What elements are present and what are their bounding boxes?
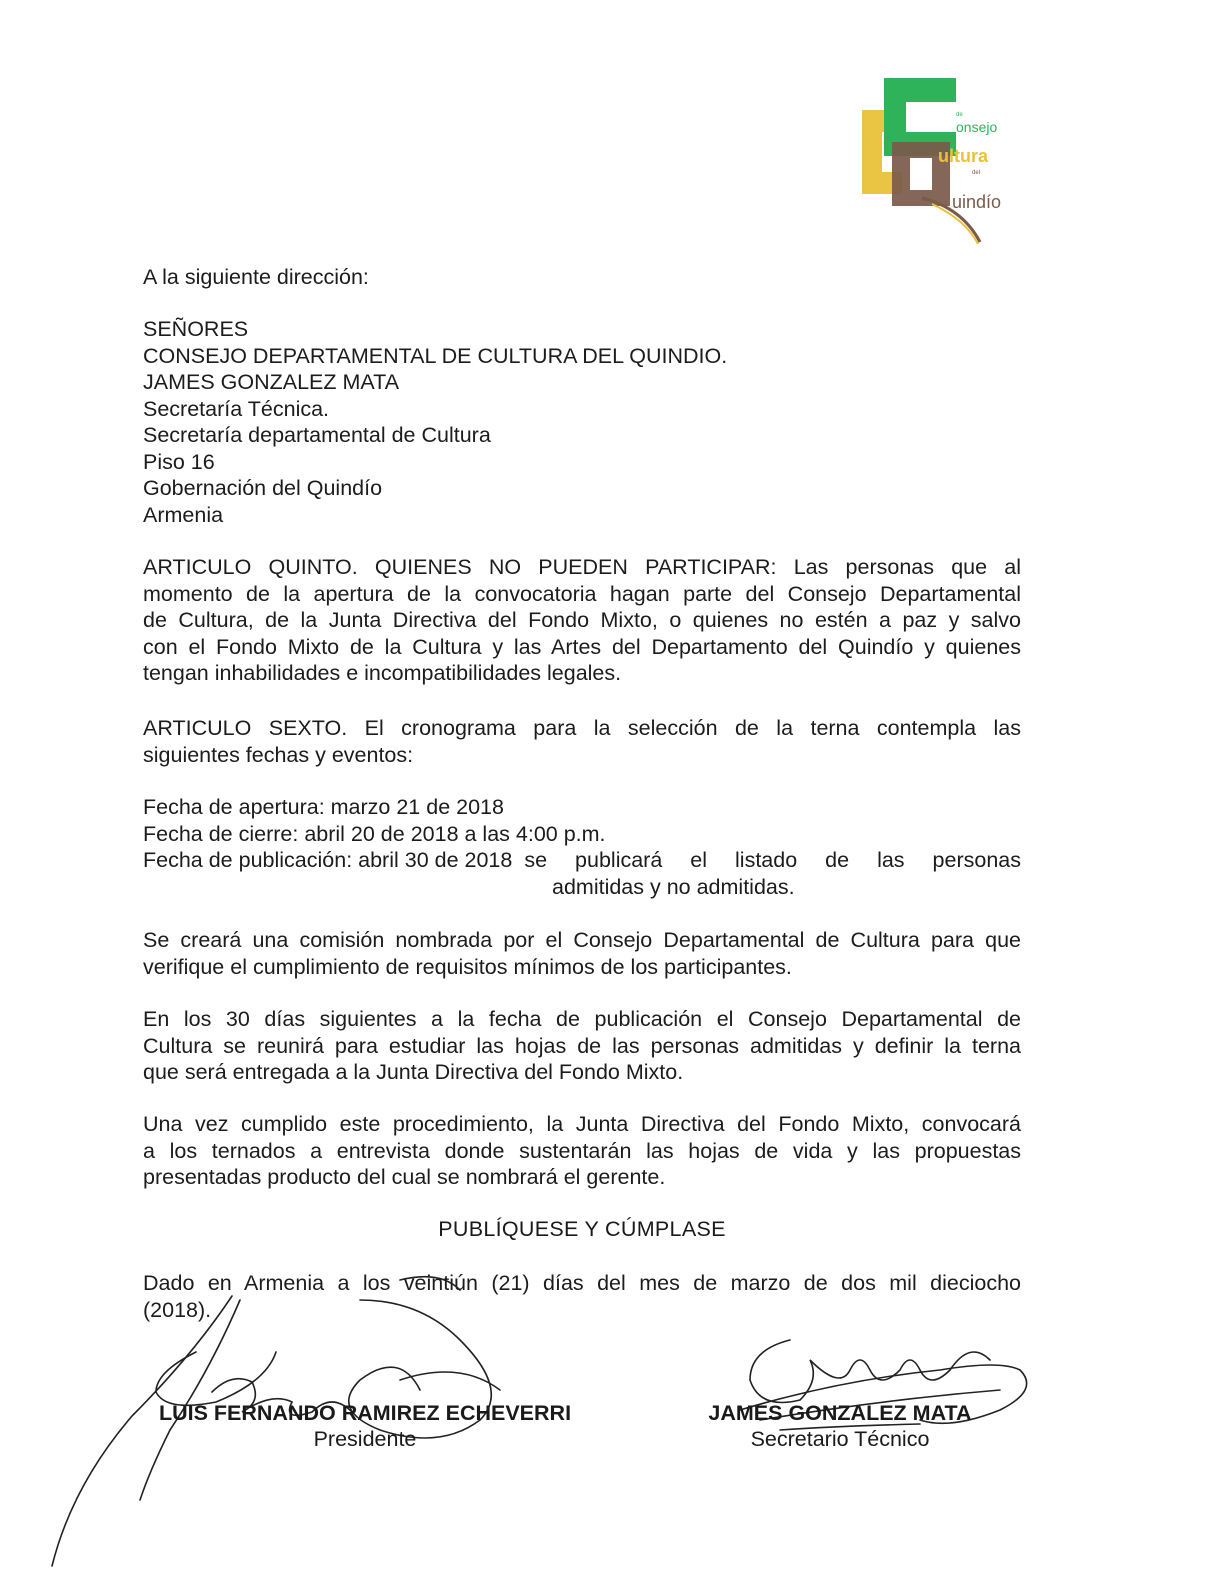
paragraph-line: de Cultura, de la Junta Directiva del Fondo Mixto, o quienes no estén a paz y salvo: [143, 608, 1021, 632]
logo-text-cultura: ultura: [938, 146, 989, 166]
paragraph-line: siguientes fechas y eventos:: [143, 742, 414, 767]
address-block: [143, 316, 1021, 528]
address-line: CONSEJO DEPARTAMENTAL DE CULTURA DEL QUINDIO.: [143, 343, 728, 368]
fecha-publicacion-continuation: admitidas y no admitidas.: [552, 874, 795, 899]
logo-graphic: [852, 70, 1042, 250]
address-line: SEÑORES: [143, 317, 249, 341]
parrafo-30-dias: [143, 1006, 1021, 1086]
fecha-publicacion-label: Fecha de publicación: abril 30 de 2018: [143, 848, 513, 872]
address-lead: [143, 264, 1021, 291]
paragraph-line: que será entregada a la Junta Directiva del Fondo Mixto.: [143, 1060, 684, 1084]
cronograma-fechas: [143, 794, 1021, 900]
address-line: Secretaría Técnica.: [143, 396, 330, 421]
dado-en-armenia: [143, 1270, 1021, 1323]
paragraph-line: presentadas producto del cual se nombrará el gerente.: [143, 1165, 666, 1189]
address-lead-text: A la siguiente dirección:: [143, 265, 369, 289]
fecha-publicacion-detail: se publicará el listado de las personas: [524, 848, 1021, 872]
firma-secretario-cargo: Secretario Técnico: [750, 1427, 930, 1451]
paragraph-line: En los 30 días siguientes a la fecha de publicación el Consejo Departamental de: [143, 1007, 1021, 1031]
address-line: Gobernación del Quindío: [143, 476, 383, 500]
fecha-apertura: Fecha de apertura: marzo 21 de 2018: [143, 795, 504, 819]
paragraph-line: Una vez cumplido este procedimiento, la Junta Directiva del Fondo Mixto, convocará: [143, 1112, 1021, 1136]
parrafo-comision: [143, 927, 1021, 980]
consejo-cultura-quindio-logo: [852, 70, 1042, 250]
paragraph-line: con el Fondo Mixto de la Cultura y las Artes del Departamento del Quindío y quienes: [143, 634, 1021, 659]
publiquese-heading: PUBLÍQUESE Y CÚMPLASE: [438, 1217, 726, 1241]
logo-text-de: de: [956, 112, 963, 118]
address-line: Piso 16: [143, 449, 215, 474]
paragraph-line: Dado en Armenia a los veintiún (21) días del mes de marzo de dos mil dieciocho: [143, 1271, 1021, 1295]
paragraph-line: verifique el cumplimiento de requisitos mínimos de los participantes.: [143, 954, 792, 979]
firma-presidente-cargo: Presidente: [313, 1427, 417, 1451]
logo-text-consejo: onsejo: [956, 119, 998, 135]
paragraph-line: (2018).: [143, 1297, 212, 1322]
address-line: Secretaría departamental de Cultura: [143, 423, 491, 447]
logo-text-del: del: [972, 170, 981, 176]
paragraph-line: tengan inhabilidades e incompatibilidades legales.: [143, 661, 622, 685]
paragraph-line: ARTICULO QUINTO. QUIENES NO PUEDEN PARTICIPAR: Las personas que al: [143, 555, 1021, 579]
fecha-publicacion: [143, 847, 1021, 874]
articulo-sexto: [143, 715, 1021, 768]
articulo-quinto: [143, 554, 1021, 687]
paragraph-line: ARTICULO SEXTO. El cronograma para la selección de la terna contempla las: [143, 716, 1021, 740]
firma-secretario: [680, 1400, 1000, 1452]
parrafo-procedimiento: [143, 1111, 1021, 1191]
paragraph-line: Se creará una comisión nombrada por el Consejo Departamental de Cultura para que: [143, 928, 1021, 952]
firma-secretario-nombre: JAMES GONZALEZ MATA: [708, 1401, 972, 1425]
firma-presidente-nombre: LUIS FERNANDO RAMIREZ ECHEVERRI: [158, 1401, 572, 1425]
address-line: Armenia: [143, 502, 224, 527]
fecha-cierre: Fecha de cierre: abril 20 de 2018 a las 4:00 p.m.: [143, 821, 606, 846]
paragraph-line: a los ternados a entrevista donde sustentarán las hojas de vida y las propuestas: [143, 1138, 1021, 1163]
firma-presidente: [130, 1400, 600, 1452]
paragraph-line: momento de la apertura de la convocatoria hagan parte del Consejo Departamental: [143, 581, 1021, 606]
paragraph-line: Cultura se reunirá para estudiar las hojas de las personas admitidas y definir la terna: [143, 1033, 1021, 1058]
logo-text-quindio: uindío: [952, 192, 1002, 212]
address-line: JAMES GONZALEZ MATA: [143, 370, 400, 394]
